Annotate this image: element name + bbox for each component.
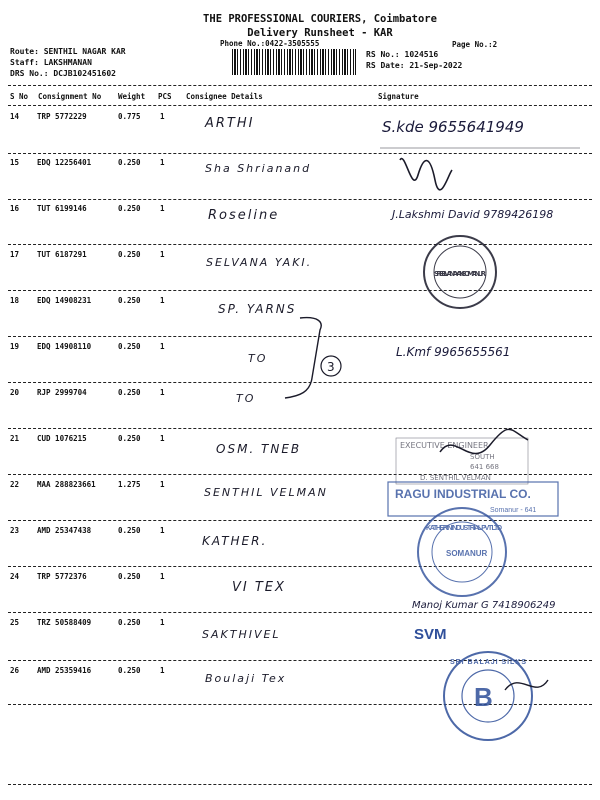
row-consignee: SELVANA YAKI. xyxy=(206,256,313,269)
row-consignment: TRP 5772376 xyxy=(37,572,87,581)
row-weight: 1.275 xyxy=(118,480,141,489)
row-consignee: SP. YARNS xyxy=(218,302,297,316)
katherin-stamp xyxy=(418,508,506,596)
row-sno: 16 xyxy=(10,204,20,213)
row-pcs: 1 xyxy=(160,342,165,351)
stamp-text: RAGU INDUSTRIAL CO. xyxy=(395,487,531,501)
row-pcs: 1 xyxy=(160,204,165,213)
tneb-stamp xyxy=(396,438,528,484)
row-consignment: MAA 288823661 xyxy=(37,480,96,489)
stamp-text: SRI BALAJI SILKS xyxy=(450,659,526,666)
col-signature: Signature xyxy=(378,92,419,101)
row-sno: 21 xyxy=(10,434,20,443)
row-sno: 17 xyxy=(10,250,20,259)
bracket-note: 3 xyxy=(327,360,335,374)
col-consignee: Consignee Details xyxy=(186,92,263,101)
row-sno: 23 xyxy=(10,526,20,535)
stamp-text: 641 668 xyxy=(470,463,499,471)
row-consignment: EDQ 14908110 xyxy=(37,342,92,351)
row-consignee: OSM. TNEB xyxy=(216,442,302,456)
row-consignment: EDQ 14908231 xyxy=(37,296,92,305)
row-consignee: TO xyxy=(248,352,268,365)
row-pcs: 1 xyxy=(160,296,165,305)
drs-number: DRS No.: DCJB102451602 xyxy=(10,69,116,78)
bracket-mark xyxy=(285,318,321,398)
row-weight: 0.250 xyxy=(118,572,141,581)
row-signature: S.kde 9655641949 xyxy=(382,118,524,136)
row-pcs: 1 xyxy=(160,388,165,397)
title-line-1: THE PROFESSIONAL COURIERS, Coimbatore xyxy=(203,13,437,25)
ragu-stamp xyxy=(388,482,558,516)
row-consignee: SENTHIL VELMAN xyxy=(204,486,328,499)
col-weight: Weight xyxy=(118,92,146,101)
row-weight: 0.250 xyxy=(118,296,141,305)
col-consignment: Consignment No xyxy=(38,92,102,101)
stamp-text: SOMANUR xyxy=(446,549,488,558)
row-consignee: TO xyxy=(236,392,256,405)
row-signature: Manoj Kumar G 7418906249 xyxy=(412,600,556,611)
stamp-text: SRI SELVANAYAKI SOMANUR xyxy=(434,270,486,278)
row-pcs: 1 xyxy=(160,112,165,121)
stamp-text: B xyxy=(474,682,493,712)
staff: Staff: LAKSHMANAN xyxy=(10,58,92,67)
row-pcs: 1 xyxy=(160,158,165,167)
col-sno: S No xyxy=(10,92,29,101)
row-sno: 24 xyxy=(10,572,20,581)
row-consignee: Boulaji Tex xyxy=(205,672,287,685)
row-weight: 0.250 xyxy=(118,250,141,259)
row-sno: 14 xyxy=(10,112,20,121)
row-weight: 0.250 xyxy=(118,158,141,167)
row-consignee: KATHER. xyxy=(202,534,268,548)
row-consignee: SAKTHIVEL xyxy=(202,628,281,641)
route: Route: SENTHIL NAGAR KAR xyxy=(10,47,126,56)
rs-date: RS Date: 21-Sep-2022 xyxy=(366,61,463,70)
row-consignment: EDQ 12256401 xyxy=(37,158,92,167)
row-signature: L.Kmf 9965655561 xyxy=(396,345,511,359)
row-weight: 0.775 xyxy=(118,112,141,121)
col-pcs: PCS xyxy=(158,92,172,101)
row-sno: 25 xyxy=(10,618,20,627)
selvanayaki-stamp xyxy=(424,236,496,308)
row-consignment: TUT 6199146 xyxy=(37,204,87,213)
row-sno: 18 xyxy=(10,296,20,305)
row-consignment: AMD 25359416 xyxy=(37,666,92,675)
row-weight: 0.250 xyxy=(118,618,141,627)
row-pcs: 1 xyxy=(160,572,165,581)
row-consignee: ARTHI xyxy=(205,116,255,131)
stamp-text: EXECUTIVE ENGINEER xyxy=(400,441,489,450)
page-number: Page No.:2 xyxy=(452,40,498,49)
row-sno: 26 xyxy=(10,666,20,675)
row-consignment: CUD 1076215 xyxy=(37,434,87,443)
row-weight: 0.250 xyxy=(118,204,141,213)
row-consignment: TRP 5772229 xyxy=(37,112,87,121)
stamp-text: Somanur - 641 xyxy=(490,507,537,514)
row-sno: 22 xyxy=(10,480,20,489)
row-sno: 20 xyxy=(10,388,20,397)
rs-number: RS No.: 1024516 xyxy=(366,50,439,59)
signature-scribble xyxy=(400,159,452,190)
row-consignee: Roseline xyxy=(208,208,280,223)
stamp-text: SOUTH xyxy=(470,453,495,461)
row-pcs: 1 xyxy=(160,250,165,259)
title-line-2: Delivery Runsheet - KAR xyxy=(247,27,393,39)
stamp-text: KATHERIN INDUSTRIAL PVT LTD xyxy=(426,525,502,532)
row-consignee: Sha Shrianand xyxy=(205,162,312,175)
row-pcs: 1 xyxy=(160,526,165,535)
signature-scribble xyxy=(505,680,548,690)
row-pcs: 1 xyxy=(160,618,165,627)
row-consignment: AMD 25347438 xyxy=(37,526,92,535)
balaji-stamp xyxy=(444,652,532,740)
row-pcs: 1 xyxy=(160,434,165,443)
row-weight: 0.250 xyxy=(118,434,141,443)
row-pcs: 1 xyxy=(160,666,165,675)
stamp-text: D. SENTHIL VELMAN xyxy=(420,474,491,482)
row-sno: 19 xyxy=(10,342,20,351)
row-weight: 0.250 xyxy=(118,666,141,675)
row-weight: 0.250 xyxy=(118,342,141,351)
row-weight: 0.250 xyxy=(118,526,141,535)
row-consignment: RJP 2999704 xyxy=(37,388,87,397)
row-weight: 0.250 xyxy=(118,388,141,397)
row-consignment: TRZ 50588409 xyxy=(37,618,92,627)
row-consignee: VI TEX xyxy=(232,580,286,595)
svm-stamp: SVM xyxy=(414,626,447,643)
row-consignment: TUT 6187291 xyxy=(37,250,87,259)
row-signature: J.Lakshmi David 9789426198 xyxy=(392,208,554,221)
row-sno: 15 xyxy=(10,158,20,167)
row-pcs: 1 xyxy=(160,480,165,489)
phone-number: Phone No.:0422-3505555 xyxy=(220,39,320,48)
